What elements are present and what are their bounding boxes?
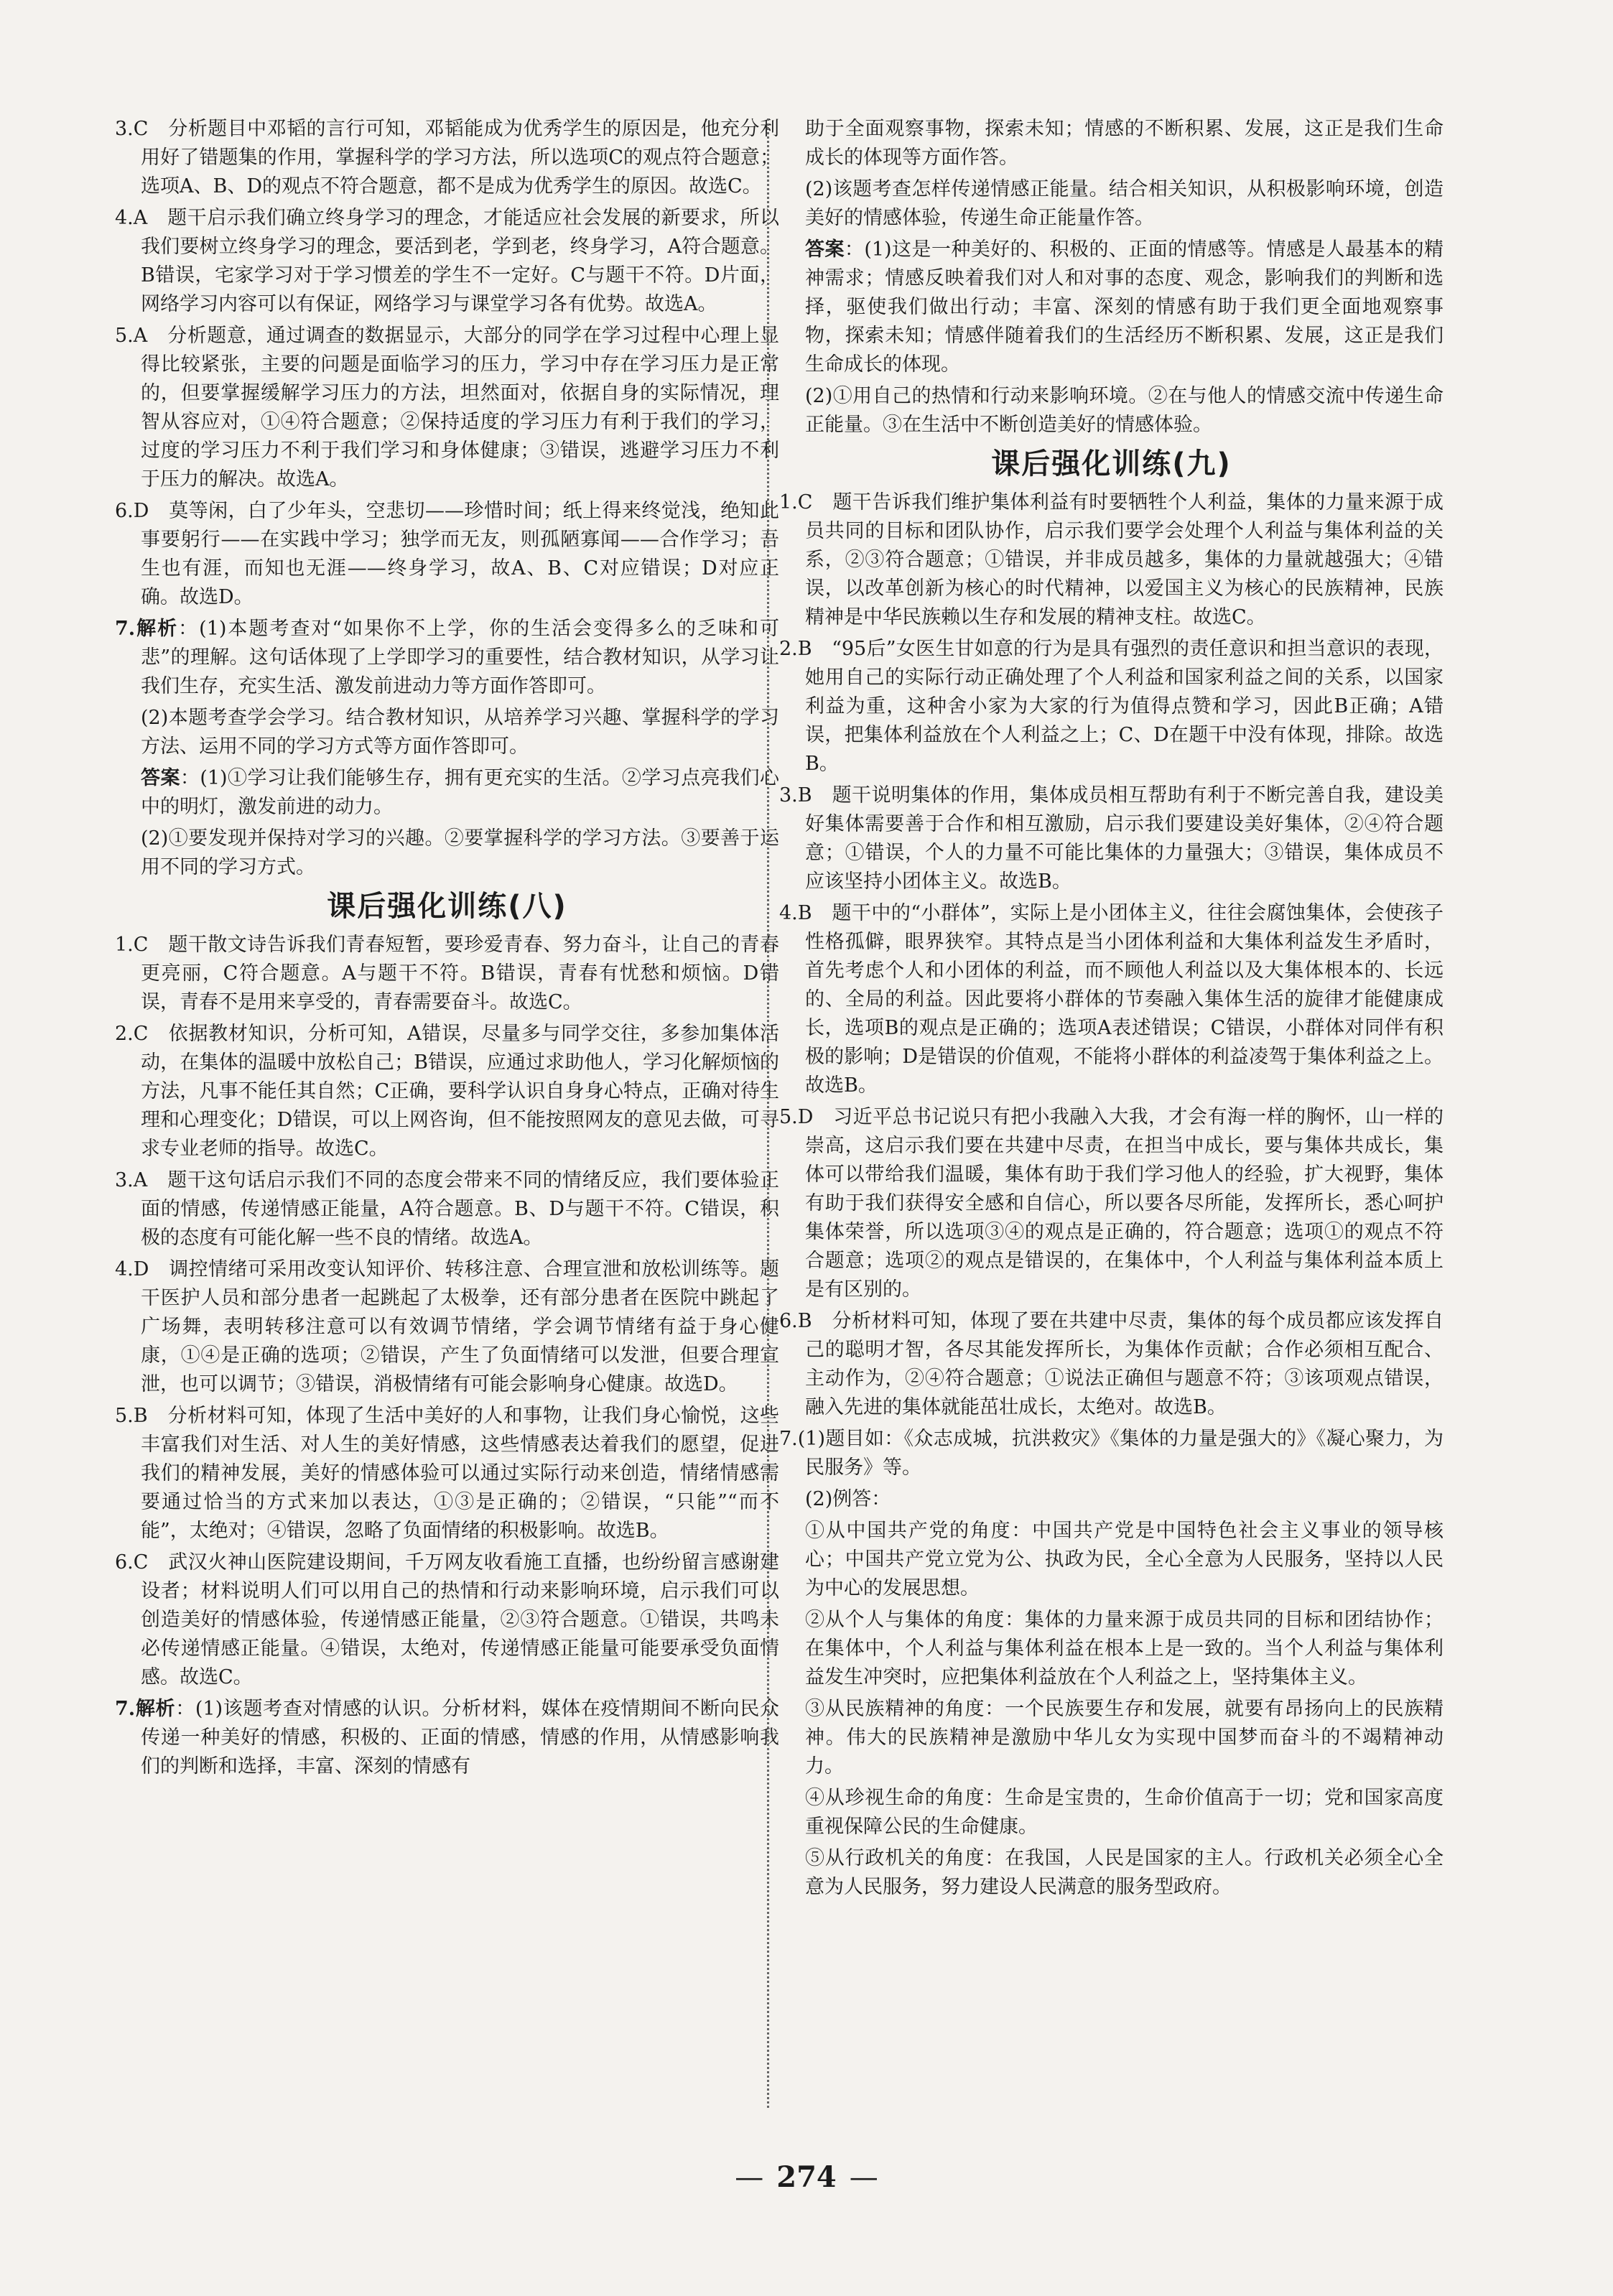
footer-dash-right: — (849, 2161, 878, 2194)
s9-answer-5: 5.D 习近平总书记说只有把小我融入大我，才会有海一样的胸怀，山一样的崇高，这启示我们要在共建中尽责，在担当中成长，要与集体共成长，集体可以带给我们温暖，集体有助于我们学习他人的经验，扩大视野，集体有助于我们获得安全感和自信心，所以要各尽所能，发挥所长，悉心呵护集体荣誉，所以选项③④的观点是正确的，符合题意；选项①的观点不符合题意；选项②的观点是错误的，在集体中，个人利益与集体利益本质上是有区别的。 (779, 1106, 1444, 1301)
section-title-9: 课后强化训练(九) (991, 447, 1232, 480)
s9-answer-7-point-1: ①从中国共产党的角度：中国共产党是中国特色社会主义事业的领导核心；中国共产党立党为公、执政为民，全心全意为人民服务，坚持以人民为中心的发展思想。 (805, 1520, 1444, 1599)
analysis-label: 7.解析 (115, 1698, 176, 1720)
s9-answer-4: 4.B 题干中的“小群体”，实际上是小团体主义，往往会腐蚀集体，会使孩子性格孤僻，眼界狭窄。其特点是当小团体利益和大集体利益发生矛盾时，首先考虑个人和小团体的利益，而不顾他人利益以及大集体根本的、长远的、全局的利益。因此要将小群体的节奏融入集体生活的旋律才能健康成长，选项B的观点是正确的；选项A表述错误；C错误，小群体对同伴有积极的影响；D是错误的价值观，不能将小群体的利益凌驾于集体利益之上。故选B。 (779, 902, 1444, 1097)
analysis-text: ：(1)本题考查对“如果你不上学，你的生活会变得多么的乏味和可悲”的理解。这句话体现了上学即学习的重要性，结合教材知识，从学习让我们生存，充实生活、激发前进动力等方面作答即可。 (141, 618, 779, 697)
s9-answer-7-example: (2)例答： (805, 1488, 891, 1510)
page-number: 274 (776, 2160, 837, 2194)
s9-answer-7-point-4: ④从珍视生命的角度：生命是宝贵的，生命价值高于一切；党和国家高度重视保障公民的生命健康。 (805, 1787, 1444, 1838)
answer-6: 6.D 莫等闲，白了少年头，空悲切——珍惜时间；纸上得来终觉浅，绝知此事要躬行——在实践中学习；独学而无友，则孤陋寡闻——合作学习；吾生也有涯，而知也无涯——终身学习，故A、B、C对应错误；D对应正确。故选D。 (115, 500, 779, 608)
right-column (779, 115, 1444, 1905)
answer-5: 5.A 分析题意，通过调查的数据显示，大部分的同学在学习过程中心理上显得比较紧张，主要的问题是面临学习的压力，学习中存在学习压力是正常的，但要掌握缓解学习压力的方法，坦然面对，依据自身的实际情况，理智从容应对，①④符合题意；②保持适度的学习压力有利于我们的学习，过度的学习压力不利于我们学习和身体健康；③错误，逃避学习压力不利于压力的解决。故选A。 (115, 325, 779, 491)
analysis-label: 7.解析 (115, 618, 179, 640)
answer-label: 答案 (141, 767, 180, 789)
s8-answer-5: 5.B 分析材料可知，体现了生活中美好的人和事物，让我们身心愉悦，这些丰富我们对生活、对人生的美好情感，这些情感表达着我们的愿望，促进我们的精神发展，美好的情感体验可以通过实际行动来创造，情绪情感需要通过恰当的方式来加以表达，①③是正确的；②错误，“只能”“而不能”，太绝对；④错误，忽略了负面情绪的积极影响。故选B。 (115, 1405, 779, 1542)
left-column (115, 115, 779, 1784)
answer-7-analysis-2: (2)本题考查学会学习。结合教材知识，从培养学习兴趣、掌握科学的学习方法、运用不同的学习方式等方面作答即可。 (141, 707, 779, 758)
s8-answer-1: 1.C 题干散文诗告诉我们青春短暂，要珍爱青春、努力奋斗，让自己的青春更亮丽，C符合题意。A与题干不符。B错误，青春有忧愁和烦恼。D错误，青春不是用来享受的，青春需要奋斗。故选C。 (115, 934, 779, 1013)
answer-label: 答案 (805, 238, 845, 261)
s8-answer-7 (115, 1695, 779, 1781)
answer-7-answer-2: (2)①要发现并保持对学习的兴趣。②要掌握科学的学习方法。③要善于运用不同的学习方式。 (141, 827, 779, 878)
s8-answer-7-part2: (2)该题考查怎样传递情感正能量。结合相关知识，从积极影响环境，创造美好的情感体验，传递生命正能量作答。 (805, 178, 1444, 229)
s9-answer-1: 1.C 题干告诉我们维护集体利益有时要牺牲个人利益，集体的力量来源于成员共同的目标和团队协作，启示我们要学会处理个人利益与集体利益的关系，②③符合题意；①错误，并非成员越多，集体的力量就越强大；④错误，以改革创新为核心的时代精神，以爱国主义为核心的民族精神，民族精神是中华民族赖以生存和发展的精神支柱。故选C。 (779, 491, 1444, 628)
s8-answer-2: 2.C 依据教材知识，分析可知，A错误，尽量多与同学交往，多参加集体活动，在集体的温暖中放松自己；B错误，应通过求助他人，学习化解烦恼的方法，凡事不能任其自然；C正确，要科学认识自身身心特点，正确对待生理和心理变化；D错误，可以上网咨询，但不能按照网友的意见去做，可寻求专业老师的指导。故选C。 (115, 1023, 779, 1160)
answer-7-analysis (115, 615, 779, 701)
s9-answer-6: 6.B 分析材料可知，体现了要在共建中尽责，集体的每个成员都应该发挥自己的聪明才智，各尽其能发挥所长，为集体作贡献；合作必须相互配合、主动作为，②④符合题意；①说法正确但与题意不符；③该项观点错误，融入先进的集体就能茁壮成长，太绝对。故选B。 (779, 1310, 1444, 1418)
answer-text: ：(1)①学习让我们能够生存，拥有更充实的生活。②学习点亮我们心中的明灯，激发前进的动力。 (141, 767, 779, 818)
page-footer (0, 2160, 1613, 2194)
column-divider (767, 118, 769, 2108)
section-title-8: 课后强化训练(八) (327, 890, 567, 923)
answer-7-answer (115, 764, 779, 822)
s8-answer-4: 4.D 调控情绪可采用改变认知评价、转移注意、合理宣泄和放松训练等。题干医护人员和部分患者一起跳起了太极拳，还有部分患者在医院中跳起了广场舞，表明转移注意可以有效调节情绪，学会调节情绪有益于身心健康，①④是正确的选项；②错误，产生了负面情绪可以发泄，但要合理宣泄，也可以调节；③错误，消极情绪有可能会影响身心健康。故选D。 (115, 1258, 779, 1395)
s9-answer-7-point-3: ③从民族精神的角度：一个民族要生存和发展，就要有昂扬向上的民族精神。伟大的民族精神是激励中华儿女为实现中国梦而奋斗的不竭精神动力。 (805, 1698, 1444, 1777)
answer-3: 3.C 分析题目中邓韬的言行可知，邓韬能成为优秀学生的原因是，他充分利用好了错题集的作用，掌握科学的学习方法，所以选项C的观点符合题意；选项A、B、D的观点不符合题意，都不是成为优秀学生的原因。故选C。 (115, 118, 779, 197)
s9-answer-7: 7.(1)题目如：《众志成城，抗洪救灾》《集体的力量是强大的》《凝心聚力，为民服务》等。 (779, 1428, 1444, 1479)
s9-answer-7-point-2: ②从个人与集体的角度：集体的力量来源于成员共同的目标和团结协作；在集体中，个人利益与集体利益在根本上是一致的。当个人利益与集体利益发生冲突时，应把集体利益放在个人利益之上，坚持集体主义。 (805, 1609, 1444, 1688)
s8-answer-7-cont: 助于全面观察事物，探索未知；情感的不断积累、发展，这正是我们生命成长的体现等方面作答。 (805, 118, 1444, 169)
s9-answer-7-point-5: ⑤从行政机关的角度：在我国，人民是国家的主人。行政机关必须全心全意为人民服务，努力建设人民满意的服务型政府。 (805, 1847, 1444, 1898)
analysis-text: ：(1)该题考查对情感的认识。分析材料，媒体在疫情期间不断向民众传递一种美好的情感，积极的、正面的情感，情感的作用，从情感影响我们的判断和选择，丰富、深刻的情感有 (141, 1698, 780, 1777)
footer-dash-left: — (735, 2161, 764, 2194)
s8-answer-3: 3.A 题干这句话启示我们不同的态度会带来不同的情绪反应，我们要体验正面的情感，传递情感正能量，A符合题意。B、D与题干不符。C错误，积极的态度有可能化解一些不良的情绪。故选A。 (115, 1169, 779, 1249)
s9-answer-2: 2.B “95后”女医生甘如意的行为是具有强烈的责任意识和担当意识的表现，她用自己的实际行动正确处理了个人利益和国家利益之间的关系，以国家利益为重，这种舍小家为大家的行为值得点赞和学习，因此B正确；A错误，把集体利益放在个人利益之上；C、D在题干中没有体现，排除。故选B。 (779, 638, 1444, 775)
s8-answer-7-answer-2: (2)①用自己的热情和行动来影响环境。②在与他人的情感交流中传递生命正能量。③在生活中不断创造美好的情感体验。 (805, 385, 1444, 436)
answer-text: ：(1)这是一种美好的、积极的、正面的情感等。情感是人最基本的精神需求；情感反映着我们对人和对事的态度、观念，影响我们的判断和选择，驱使我们做出行动；丰富、深刻的情感有助于我们更全面地观察事物，探索未知；情感伴随着我们的生活经历不断积累、发展，这正是我们生命成长的体现。 (805, 238, 1444, 376)
s8-answer-6: 6.C 武汉火神山医院建设期间，千万网友收看施工直播，也纷纷留言感谢建设者；材料说明人们可以用自己的热情和行动来影响环境，启示我们可以创造美好的情感体验，传递情感正能量，②③符合题意。①错误，共鸣未必传递情感正能量。④错误，太绝对，传递情感正能量可能要承受负面情感。故选C。 (115, 1551, 779, 1688)
s9-answer-3: 3.B 题干说明集体的作用，集体成员相互帮助有利于不断完善自我，建设美好集体需要善于合作和相互激励，启示我们要建设美好集体，②④符合题意；①错误，个人的力量不可能比集体的力量强大；③错误，集体成员不应该坚持小团体主义。故选B。 (779, 784, 1444, 893)
answer-4: 4.A 题干启示我们确立终身学习的理念，才能适应社会发展的新要求，所以我们要树立终身学习的理念，要活到老，学到老，终身学习，A符合题意。B错误，宅家学习对于学习惯差的学生不一定好。C与题干不符。D片面，网络学习内容可以有保证，网络学习与课堂学习各有优势。故选A。 (115, 207, 779, 315)
s8-answer-7-answer (779, 236, 1444, 379)
